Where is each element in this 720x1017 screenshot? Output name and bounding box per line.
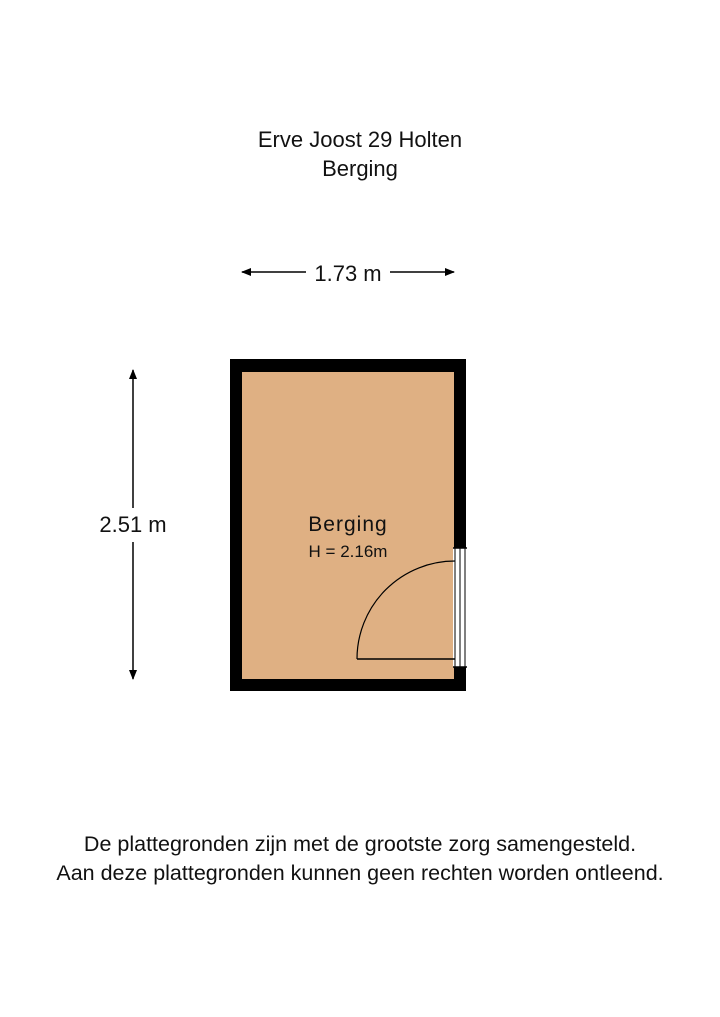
width-dimension-label: 1.73 m	[314, 261, 382, 286]
floor-name-title: Berging	[322, 156, 398, 181]
disclaimer-line-1: De plattegronden zijn met de grootste zorg samengesteld.	[83, 832, 637, 856]
depth-dimension	[99, 370, 166, 679]
plan-address-title: Erve Joost 29 Holten	[257, 127, 463, 152]
depth-dimension-label: 2.51 m	[99, 512, 167, 537]
room-height-label: H = 2.16m	[308, 542, 388, 561]
disclaimer-line-2: Aan deze plattegronden kunnen geen rechten worden ontleend.	[56, 861, 664, 885]
width-dimension	[242, 261, 454, 286]
room-name-label: Berging	[308, 513, 388, 536]
